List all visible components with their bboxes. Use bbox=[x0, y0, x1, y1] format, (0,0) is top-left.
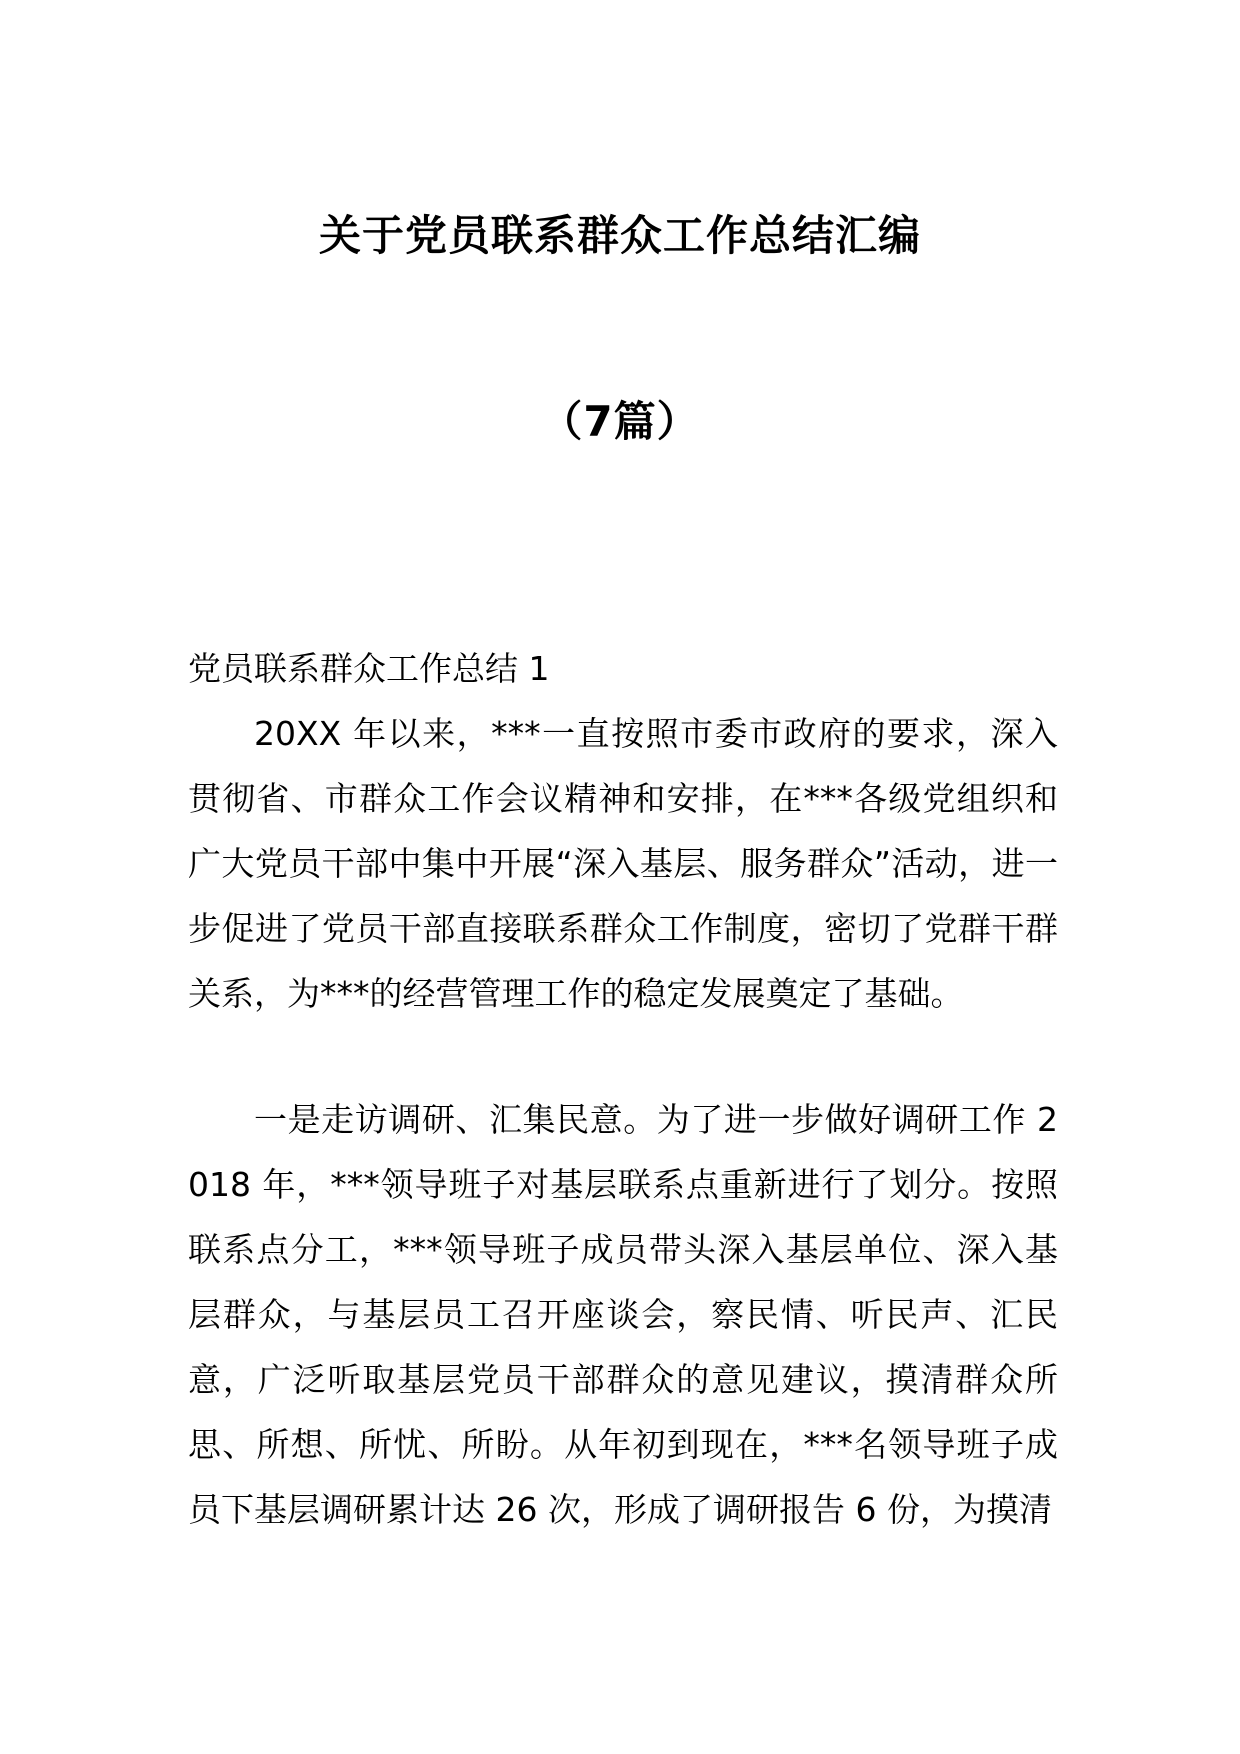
paragraph-1: 20XX 年以来，***一直按照市委市政府的要求，深入贯彻省、市群众工作会议精神和安排，在***各级党组织和广大党员干部中集中开展“深入基层、服务群众”活动，进一步促进了党员干部直接联系群众工作制度，密切了党群干群关系，为***的经营管理工作的稳定发展奠定了基础。 bbox=[188, 714, 1058, 1013]
document-subtitle: （7篇） bbox=[540, 397, 700, 446]
section-heading: 党员联系群众工作总结 1 bbox=[188, 649, 550, 688]
document-title: 关于党员联系群众工作总结汇编 bbox=[318, 211, 921, 260]
paragraph-2: 一是走访调研、汇集民意。为了进一步做好调研工作 2018 年，***领导班子对基层联系点重新进行了划分。按照联系点分工，***领导班子成员带头深入基层单位、深入基层群众，与基层员工召开座谈会，察民情、听民声、汇民意，广泛听取基层党员干部群众的意见建议，摸清群众所思、所想、所忧、所盼。从年初到现在，***名领导班子成员下基层调研累计达 26 次，形成了调研报告 6 份，为摸清 bbox=[188, 1100, 1058, 1529]
